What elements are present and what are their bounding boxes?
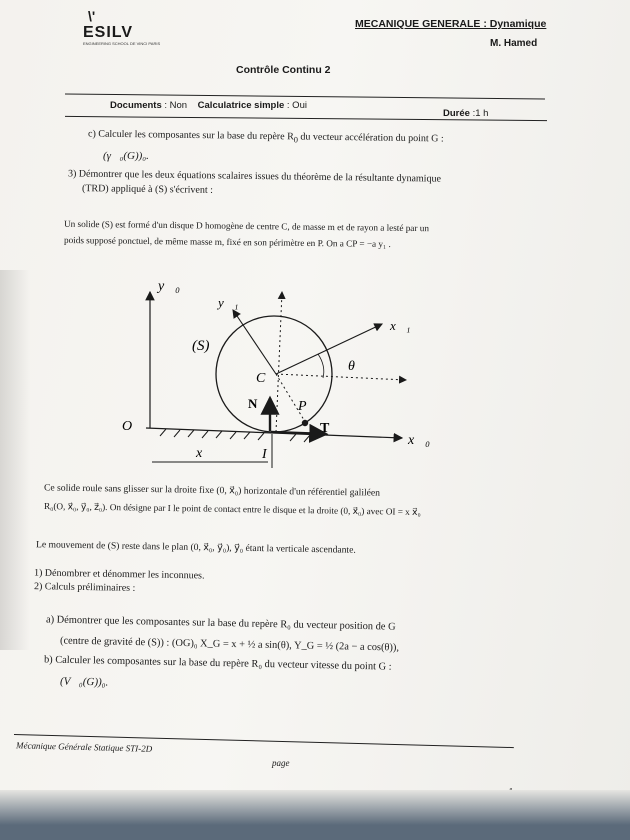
table-background xyxy=(0,790,630,840)
label-t: T xyxy=(320,421,330,436)
label-theta: θ xyxy=(348,359,355,374)
label-c: C xyxy=(256,371,266,386)
x1-vector xyxy=(276,324,382,374)
question-b-line1: b) Calculer les composantes sur la base du repère R₀ du vecteur vitesse du point G : xyxy=(43,654,392,673)
question-a-line2: (centre de gravité de (S)) : (OG)₀ X_G = x + ½ a sin(θ), Y_G = ½ (2a − a cos(θ)), xyxy=(59,635,400,654)
exam-conditions: Documents : Non Calculatrice simple : Oui xyxy=(110,100,307,111)
rolling-line1: Ce solide roule sans glisser sur la droite fixe (0, x⃗₀) horizontale d'un référentiel galiléen xyxy=(43,482,381,499)
theta-arc xyxy=(318,354,324,378)
question-b-formula: (V⃗₀(G))₀. xyxy=(59,675,109,689)
question-a-line1: a) Démontrer que les composantes sur la base du repère R₀ du vecteur position de G xyxy=(45,614,396,633)
question-c-formula: (γ⃗₀(G))₀. xyxy=(103,150,149,162)
label-s: (S) xyxy=(192,338,210,354)
disk xyxy=(216,316,332,432)
point-p xyxy=(302,420,308,426)
author: M. Hamed xyxy=(490,38,538,49)
question-3-line1: 3) Démontrer que les deux équations scalaires issues du théorème de la résultante dynamique xyxy=(67,168,441,185)
vertical-through-c xyxy=(276,292,282,432)
label-x1: x⃗₁ xyxy=(390,318,411,333)
plane-statement: Le mouvement de (S) reste dans le plan (0, x⃗₀, y⃗₀), y⃗₀ étant la verticale ascendante. xyxy=(35,539,356,556)
label-y0: y⃗₀ xyxy=(158,279,180,294)
footer-course: Mécanique Générale Statique STI-2D xyxy=(15,740,153,754)
logo: ESILV xyxy=(83,24,134,41)
intro-line1: Un solide (S) est formé d'un disque D homogène de centre C, de masse m et de rayon a lesté par un xyxy=(63,218,430,234)
horizontal-through-c xyxy=(276,374,406,380)
question-3-line2: (TRD) appliqué à (S) s'écrivent : xyxy=(81,183,214,196)
label-i: I xyxy=(262,447,267,462)
label-n: N xyxy=(248,396,258,411)
item-2: 2) Calculs préliminaires : xyxy=(33,581,136,594)
item-1: 1) Dénombrer et dénommer les inconnues. xyxy=(33,567,205,582)
label-o: O xyxy=(122,419,133,434)
rolling-line2: R₀(O, x⃗₀, y⃗₀, z⃗₀). On désigne par I le point de contact entre le disque et la droite (0, x⃗₀) avec OI = x x⃗₀ xyxy=(43,501,421,517)
label-x: x xyxy=(196,446,203,461)
footer-page-label: page xyxy=(272,758,290,768)
logo-mark: \' xyxy=(88,8,96,24)
course-title: MECANIQUE GENERALE : Dynamique xyxy=(355,18,547,30)
logo-subtitle: ENGINEERING SCHOOL DE VINCI PARIS xyxy=(83,41,161,46)
intro-line2: poids supposé ponctuel, de même masse m, fixé en son périmètre en P. On a CP = −a y₁ . xyxy=(63,235,391,249)
label-p: P xyxy=(298,399,307,414)
label-x0: x⃗₀ xyxy=(408,433,430,448)
question-c: c) Calculer les composantes sur la base du repère $R_0$ du vecteur accélération du point G : xyxy=(87,128,444,145)
exam-title: Contrôle Continu 2 xyxy=(236,64,331,76)
label-y1: y⃗₁ xyxy=(218,295,239,310)
exam-duration: Durée :1 h xyxy=(443,108,489,119)
